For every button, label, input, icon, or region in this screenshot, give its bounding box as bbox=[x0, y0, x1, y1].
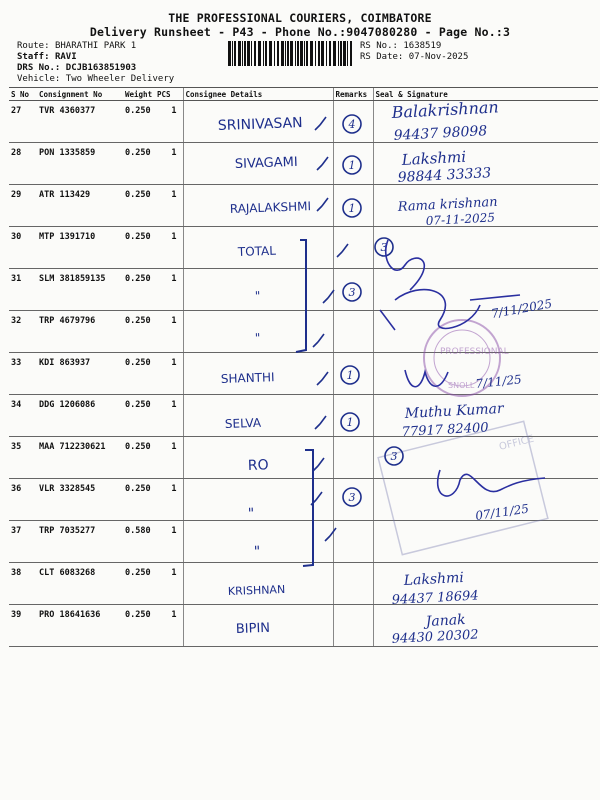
row-remarks bbox=[333, 311, 373, 353]
signature-handwriting: Rama krishnan bbox=[397, 194, 498, 215]
drs-line bbox=[17, 63, 136, 74]
col-consignment: Consignment No bbox=[37, 88, 123, 101]
barcode-icon bbox=[228, 41, 354, 66]
row-sno: 35 bbox=[9, 437, 37, 479]
drs-label: DRS No.: bbox=[17, 63, 61, 73]
company-name: THE PROFESSIONAL COURIERS, COIMBATORE bbox=[168, 11, 432, 25]
row-remarks bbox=[333, 563, 373, 605]
row-remarks bbox=[333, 227, 373, 269]
signature-handwriting: 94430 20302 bbox=[391, 627, 479, 647]
row-seal bbox=[373, 101, 598, 143]
row-weight: 0.250 bbox=[123, 101, 155, 143]
barcode-bar bbox=[238, 41, 241, 66]
row-consignment: MAA 712230621 bbox=[37, 437, 123, 479]
staff-line bbox=[17, 52, 77, 63]
remark-mark: 1 bbox=[346, 416, 354, 429]
row-consignment: DDG 1206086 bbox=[37, 395, 123, 437]
barcode-bar bbox=[329, 41, 331, 66]
runsheet-subtitle: Delivery Runsheet - P43 - Phone No.:9047080280 - Page No.:3 bbox=[89, 25, 511, 39]
row-seal bbox=[373, 311, 598, 353]
row-pcs: 1 bbox=[155, 563, 183, 605]
row-sno: 34 bbox=[9, 395, 37, 437]
consignee-handwritten-name: SRINIVASAN bbox=[217, 115, 303, 134]
barcode-bar bbox=[228, 41, 231, 66]
vehicle-label: Vehicle: bbox=[17, 74, 61, 84]
row-consignee bbox=[183, 395, 333, 437]
row-consignment: PRO 18641636 bbox=[37, 605, 123, 647]
row-remarks bbox=[333, 605, 373, 647]
row-seal bbox=[373, 227, 598, 269]
consignee-handwritten-name: SELVA bbox=[224, 415, 262, 431]
row-seal bbox=[373, 605, 598, 647]
row-weight: 0.250 bbox=[123, 395, 155, 437]
signature-handwriting: Balakrishnan bbox=[391, 97, 500, 122]
barcode-bar bbox=[306, 41, 308, 66]
row-consignment: TRP 4679796 bbox=[37, 311, 123, 353]
rs-date-value: 07-Nov-2025 bbox=[408, 52, 469, 62]
signature-handwriting: Muthu Kumar bbox=[404, 400, 505, 422]
row-weight: 0.250 bbox=[123, 479, 155, 521]
barcode-bar bbox=[258, 41, 261, 66]
row-consignee bbox=[183, 185, 333, 227]
barcode-bar bbox=[300, 41, 303, 66]
row-consignee bbox=[183, 479, 333, 521]
row-sno: 36 bbox=[9, 479, 37, 521]
route-line bbox=[17, 41, 136, 52]
signature-handwriting: 94437 98098 bbox=[393, 123, 488, 144]
col-sno: S No bbox=[9, 88, 37, 101]
runsheet-table bbox=[9, 87, 598, 647]
remark-mark: 4 bbox=[348, 118, 356, 131]
signature-handwriting: 07-11-2025 bbox=[425, 210, 496, 228]
barcode-bar bbox=[338, 41, 339, 66]
row-pcs: 1 bbox=[155, 521, 183, 563]
row-pcs: 1 bbox=[155, 269, 183, 311]
consignee-handwritten-name: SIVAGAMI bbox=[234, 154, 298, 172]
table-row bbox=[9, 437, 598, 479]
col-remarks: Remarks bbox=[333, 88, 373, 101]
table-row bbox=[9, 269, 598, 311]
col-consignee: Consignee Details bbox=[183, 88, 333, 101]
barcode-bar bbox=[232, 41, 233, 66]
remark-mark: 3 bbox=[380, 241, 388, 254]
signature-handwriting: Janak bbox=[425, 611, 466, 630]
row-seal bbox=[373, 185, 598, 227]
row-weight: 0.250 bbox=[123, 269, 155, 311]
signature-handwriting: 77917 82400 bbox=[401, 420, 489, 440]
rs-date-line bbox=[360, 52, 468, 63]
row-weight: 0.250 bbox=[123, 563, 155, 605]
stamp-text-2: PROFESSIONAL bbox=[440, 347, 509, 357]
table-row bbox=[9, 605, 598, 647]
consignee-handwritten-name: " bbox=[247, 505, 255, 522]
table-row bbox=[9, 185, 598, 227]
barcode-bar bbox=[242, 41, 243, 66]
remark-mark: 3 bbox=[348, 491, 356, 504]
row-pcs: 1 bbox=[155, 479, 183, 521]
row-weight: 0.250 bbox=[123, 311, 155, 353]
row-sno: 33 bbox=[9, 353, 37, 395]
barcode-bar bbox=[234, 41, 236, 66]
row-sno: 37 bbox=[9, 521, 37, 563]
row-pcs: 1 bbox=[155, 185, 183, 227]
row-sno: 32 bbox=[9, 311, 37, 353]
date-handwriting: 07/11/25 bbox=[474, 501, 530, 523]
row-weight: 0.580 bbox=[123, 521, 155, 563]
consignee-handwritten-name: BIPIN bbox=[235, 620, 271, 637]
remark-mark: 3 bbox=[348, 286, 356, 299]
row-remarks bbox=[333, 479, 373, 521]
staff-label: Staff: bbox=[17, 52, 50, 62]
remark-mark: 1 bbox=[348, 159, 356, 172]
table-row bbox=[9, 311, 598, 353]
barcode-bar bbox=[315, 41, 316, 66]
row-weight: 0.250 bbox=[123, 437, 155, 479]
rs-no-label: RS No.: bbox=[360, 41, 398, 51]
date-handwriting: 7/11/25 bbox=[474, 372, 523, 391]
row-consignment: ATR 113429 bbox=[37, 185, 123, 227]
remark-mark: 1 bbox=[348, 202, 356, 215]
row-consignment: TRP 7035277 bbox=[37, 521, 123, 563]
row-seal bbox=[373, 353, 598, 395]
consignee-handwritten-name: KRISHNAN bbox=[227, 583, 286, 598]
barcode-bar bbox=[251, 41, 252, 66]
row-pcs: 1 bbox=[155, 605, 183, 647]
remark-mark: 3 bbox=[390, 450, 398, 463]
route-label: Route: bbox=[17, 41, 50, 51]
row-sno: 29 bbox=[9, 185, 37, 227]
consignee-handwritten-name: " bbox=[254, 330, 261, 345]
consignee-handwritten-name: SHANTHI bbox=[220, 370, 275, 386]
row-consignee bbox=[183, 269, 333, 311]
row-weight: 0.250 bbox=[123, 227, 155, 269]
row-remarks bbox=[333, 437, 373, 479]
row-pcs: 1 bbox=[155, 101, 183, 143]
row-seal bbox=[373, 521, 598, 563]
table-header-row bbox=[9, 88, 598, 101]
row-weight: 0.250 bbox=[123, 143, 155, 185]
row-consignee bbox=[183, 311, 333, 353]
row-consignee bbox=[183, 143, 333, 185]
row-sno: 27 bbox=[9, 101, 37, 143]
consignee-handwritten-name: " bbox=[254, 288, 261, 303]
row-remarks bbox=[333, 143, 373, 185]
rs-date-label: RS Date: bbox=[360, 52, 404, 62]
col-pcs: PCS bbox=[155, 88, 183, 101]
remark-mark: 1 bbox=[346, 369, 354, 382]
signature-handwriting: 94437 18694 bbox=[391, 588, 479, 608]
barcode-bar bbox=[263, 41, 264, 66]
row-remarks bbox=[333, 395, 373, 437]
row-weight: 0.250 bbox=[123, 185, 155, 227]
row-remarks bbox=[333, 353, 373, 395]
vehicle-value: Two Wheeler Delivery bbox=[65, 74, 175, 84]
row-weight: 0.250 bbox=[123, 353, 155, 395]
row-sno: 31 bbox=[9, 269, 37, 311]
barcode-bar bbox=[287, 41, 289, 66]
barcode-bar bbox=[274, 41, 275, 66]
row-consignment: KDI 863937 bbox=[37, 353, 123, 395]
signature-handwriting: 98844 33333 bbox=[397, 165, 492, 186]
staff-value: RAVI bbox=[54, 52, 77, 62]
barcode-bar bbox=[281, 41, 284, 66]
row-consignee bbox=[183, 101, 333, 143]
row-seal bbox=[373, 269, 598, 311]
barcode-bar bbox=[290, 41, 293, 66]
consignee-handwritten-name: " bbox=[253, 543, 261, 560]
row-seal bbox=[373, 395, 598, 437]
barcode-bar bbox=[277, 41, 279, 66]
stamp-text-3: SNOLL bbox=[448, 381, 475, 390]
row-consignment: VLR 3328545 bbox=[37, 479, 123, 521]
row-consignee bbox=[183, 521, 333, 563]
barcode-bar bbox=[297, 41, 299, 66]
row-consignee bbox=[183, 227, 333, 269]
row-consignment: TVR 4360377 bbox=[37, 101, 123, 143]
table-row bbox=[9, 521, 598, 563]
row-consignee bbox=[183, 437, 333, 479]
row-sno: 28 bbox=[9, 143, 37, 185]
row-pcs: 1 bbox=[155, 311, 183, 353]
row-sno: 39 bbox=[9, 605, 37, 647]
barcode-bar bbox=[265, 41, 267, 66]
signature-handwriting: Lakshmi bbox=[403, 569, 465, 589]
consignee-handwritten-name: RO bbox=[247, 457, 269, 474]
table-row bbox=[9, 479, 598, 521]
table-row bbox=[9, 227, 598, 269]
row-consignment: SLM 381859135 bbox=[37, 269, 123, 311]
barcode-bar bbox=[295, 41, 296, 66]
row-weight: 0.250 bbox=[123, 605, 155, 647]
row-pcs: 1 bbox=[155, 353, 183, 395]
row-consignee bbox=[183, 563, 333, 605]
table-row bbox=[9, 563, 598, 605]
barcode-bar bbox=[350, 41, 352, 66]
row-remarks bbox=[333, 269, 373, 311]
date-handwriting: 7/11/2025 bbox=[490, 296, 554, 321]
table-row bbox=[9, 143, 598, 185]
table-row bbox=[9, 395, 598, 437]
barcode-bar bbox=[318, 41, 320, 66]
barcode-bar bbox=[269, 41, 272, 66]
table-row bbox=[9, 353, 598, 395]
consignee-handwritten-name: RAJALAKSHMI bbox=[229, 199, 312, 216]
barcode-bar bbox=[285, 41, 286, 66]
rs-no-value: 1638519 bbox=[403, 41, 442, 51]
row-seal bbox=[373, 563, 598, 605]
barcode-bar bbox=[310, 41, 313, 66]
row-consignee bbox=[183, 605, 333, 647]
barcode-bar bbox=[340, 41, 342, 66]
rs-no-line bbox=[360, 41, 441, 52]
table-row bbox=[9, 101, 598, 143]
barcode-bar bbox=[326, 41, 327, 66]
row-pcs: 1 bbox=[155, 395, 183, 437]
barcode-bar bbox=[333, 41, 336, 66]
row-sno: 38 bbox=[9, 563, 37, 605]
col-seal: Seal & Signature bbox=[373, 88, 598, 101]
signature-handwriting: Lakshmi bbox=[401, 147, 467, 169]
consignee-handwritten-name: TOTAL bbox=[237, 243, 277, 259]
barcode-bar bbox=[247, 41, 250, 66]
row-pcs: 1 bbox=[155, 437, 183, 479]
row-remarks bbox=[333, 185, 373, 227]
barcode-bar bbox=[244, 41, 246, 66]
row-remarks bbox=[333, 101, 373, 143]
row-consignment: PON 1335859 bbox=[37, 143, 123, 185]
barcode-bar bbox=[254, 41, 256, 66]
barcode-bar bbox=[321, 41, 324, 66]
row-pcs: 1 bbox=[155, 227, 183, 269]
row-consignment: MTP 1391710 bbox=[37, 227, 123, 269]
row-sno: 30 bbox=[9, 227, 37, 269]
row-consignment: CLT 6083268 bbox=[37, 563, 123, 605]
row-consignee bbox=[183, 353, 333, 395]
drs-value: DCJB163851903 bbox=[65, 63, 137, 73]
barcode-bar bbox=[343, 41, 346, 66]
barcode-bar bbox=[347, 41, 348, 66]
row-pcs: 1 bbox=[155, 143, 183, 185]
row-remarks bbox=[333, 521, 373, 563]
stamp-text-1: OFFICE bbox=[498, 433, 536, 453]
row-seal bbox=[373, 437, 598, 479]
vehicle-line bbox=[17, 74, 174, 85]
route-value: BHARATHI PARK 1 bbox=[54, 41, 137, 51]
col-weight: Weight bbox=[123, 88, 155, 101]
row-seal bbox=[373, 143, 598, 185]
row-seal bbox=[373, 479, 598, 521]
barcode-bar bbox=[304, 41, 305, 66]
